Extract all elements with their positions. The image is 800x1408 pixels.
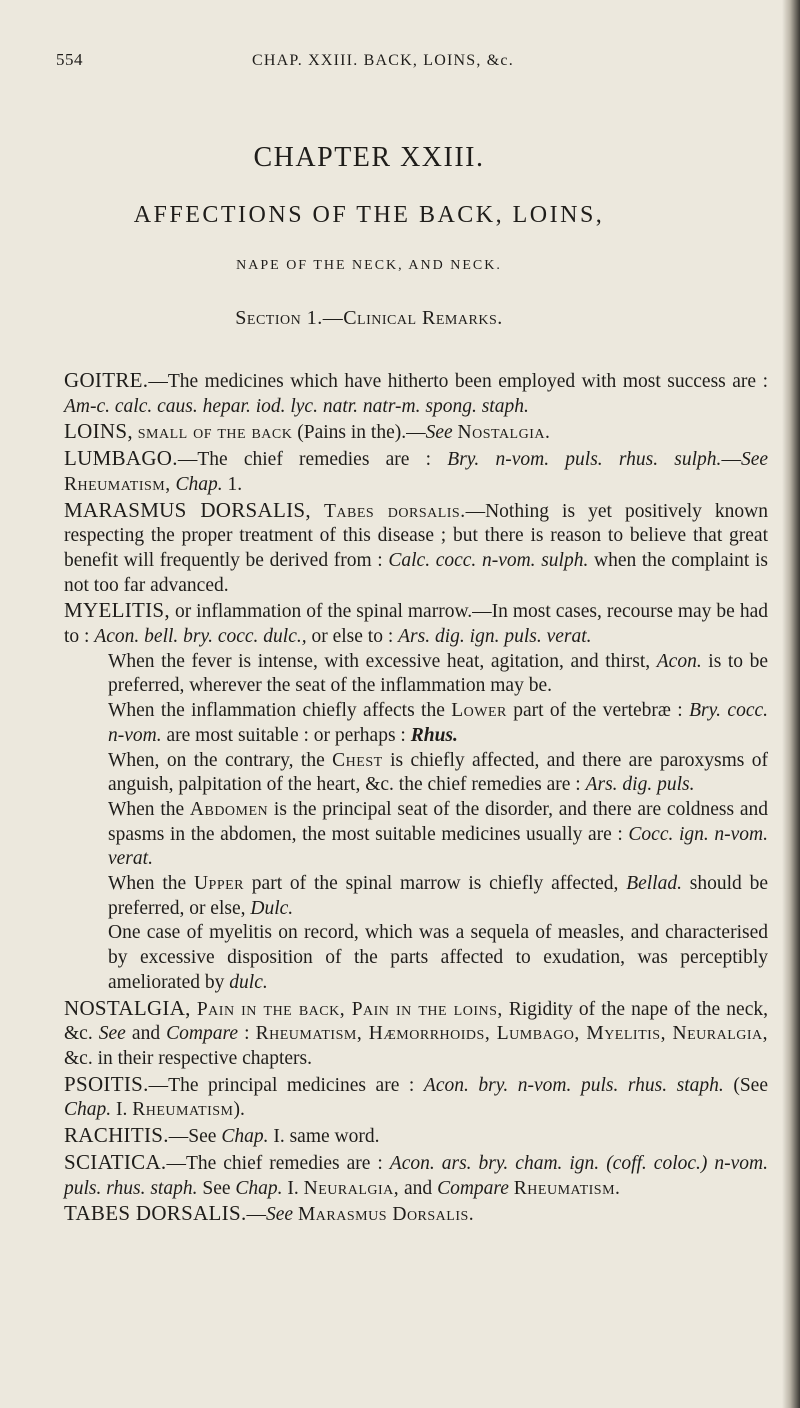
entry-smallcaps: Pain in the back, Pain in the loins, (196, 998, 503, 1020)
myelitis-para-upper (64, 872, 768, 921)
para-text: should be preferred, or else, (108, 873, 768, 919)
chap-label: Chap. (175, 473, 223, 495)
remedies: Acon. bry. n-vom. puls. rhus. staph. (423, 1074, 724, 1096)
chap-label: Chap. (235, 1177, 283, 1199)
myelitis-para-chest (64, 749, 768, 798)
remedies: Bry. cocc. n-vom. (108, 700, 769, 746)
entry-goitre (64, 368, 768, 419)
remedies: Acon. ars. bry. cham. ign. (389, 1152, 600, 1174)
remedies: Ars. dig. puls. (585, 774, 695, 796)
para-text: is to be preferred, wherever the seat of the inflammation may be. (108, 650, 768, 697)
entry-text: See (197, 1177, 236, 1199)
cross-reference: Rheumatism (132, 1099, 234, 1121)
entry-smallcaps: small of the back (137, 422, 293, 444)
entry-marasmus (64, 498, 768, 599)
entry-loins (64, 419, 768, 446)
entry-term: LOINS, (64, 419, 133, 444)
remedies-parenthetical: (coff. coloc.) (606, 1152, 708, 1174)
page-number: 554 (56, 50, 83, 69)
entry-smallcaps: Tabes dorsalis. (324, 500, 466, 522)
cross-reference: Rheumatism, Hæmorrhoids, Lumbago, Myelitis, Neuralgia, (255, 1023, 769, 1045)
entry-tabes (64, 1201, 768, 1228)
entry-text: —Nothing is yet positively known respecting the proper treatment of this disease ; but there is reason to believe that great benefit will frequently be derived from : (64, 500, 769, 571)
remedies: Rhus. (410, 724, 458, 746)
entry-text: : (238, 1023, 256, 1045)
remedies: dulc. (229, 971, 268, 993)
remedies: Dulc. (250, 897, 294, 919)
entry-term: SCIATICA. (64, 1149, 167, 1174)
entry-text: I. (282, 1177, 304, 1199)
entry-text: or else to : (306, 626, 399, 648)
compare-label: Compare (437, 1177, 509, 1199)
chap-number: I. (111, 1099, 133, 1121)
para-text: When the fever is intense, with excessive heat, agitation, and thirst, (108, 650, 657, 672)
remedies: Ars. dig. ign. puls. verat. (398, 626, 592, 648)
entry-term: RACHITIS. (64, 1123, 169, 1148)
see-label: See (740, 449, 768, 471)
entry-lumbago (64, 446, 768, 497)
page-header (56, 50, 776, 78)
myelitis-para-case (64, 921, 768, 995)
entry-term: MYELITIS, (64, 598, 170, 623)
myelitis-para-lower (64, 699, 768, 748)
para-text: part of the spinal marrow is chiefly affected, (244, 873, 627, 895)
see-label: See (425, 422, 453, 444)
entry-text: (Pains in the).— (292, 422, 426, 444)
entry-text: (See (723, 1074, 768, 1096)
entry-text: Rigidity of the nape of the neck, &c. (64, 998, 768, 1045)
dash: — (721, 449, 741, 471)
entry-term: MARASMUS DORSALIS, (64, 497, 311, 522)
para-text: One case of myelitis on record, which was a sequela of measles, and characterised by excessive disposition of the parts affected to exudation, was perceptibly ameliorated by (108, 922, 768, 993)
remedies: Cocc. ign. n-vom. verat. (108, 823, 768, 870)
entry-myelitis (64, 598, 768, 649)
entry-term: GOITRE. (64, 368, 149, 392)
chapter-title: CHAPTER XXIII. (253, 142, 485, 173)
entry-text: —See (168, 1126, 222, 1148)
para-text: When, on the contrary, the (108, 749, 333, 771)
entry-nostalgia (64, 996, 768, 1072)
compare-label: Compare (166, 1023, 239, 1045)
smallcaps: Upper (193, 873, 245, 895)
chap-label: Chap. (221, 1126, 269, 1148)
entry-text: —The medicines which have hitherto been employed with most success are : (148, 371, 768, 392)
smallcaps: Abdomen (189, 798, 269, 820)
para-text: When the (108, 798, 190, 820)
chapter-subtitle-2: NAPE OF THE NECK, AND NECK. (236, 258, 502, 273)
section-heading: Section 1.—Clinical Remarks. (235, 307, 503, 329)
see-label: See (266, 1204, 294, 1226)
entry-text: ). (233, 1099, 245, 1121)
body-text (64, 368, 768, 1228)
remedies: Am-c. calc. caus. hepar. iod. lyc. natr. natr-m. spong. staph. (64, 395, 529, 417)
entry-text: &c. in their respective chapters. (64, 1047, 312, 1069)
smallcaps: Lower (451, 700, 507, 722)
entry-sciatica (64, 1150, 768, 1201)
chap-number: 1. (222, 473, 243, 495)
dash: — (246, 1204, 267, 1226)
entry-text: —The chief remedies are : (177, 449, 448, 471)
remedies: Acon. (656, 650, 702, 672)
entry-text: —The principal medicines are : (148, 1074, 424, 1096)
entry-term: TABES DORSALIS. (64, 1201, 247, 1226)
para-text: is the principal seat of the disorder, and there are coldness and spasms in the abdomen, the most suitable medicines usually are : (108, 798, 768, 845)
para-text: is chiefly affected, and there are paroxysms of anguish, palpitation of the heart, &c. the chief remedies are : (108, 749, 768, 796)
cross-reference: Rheumatism, (64, 473, 171, 495)
cross-reference: Marasmus Dorsalis. (297, 1204, 475, 1226)
entry-text: when the complaint is not too far advanced. (64, 549, 768, 596)
remedies: Bry. n-vom. puls. rhus. sulph. (447, 449, 722, 471)
chapter-subtitle: AFFECTIONS OF THE BACK, LOINS, (133, 202, 605, 228)
chap-label: Chap. (64, 1099, 112, 1121)
para-text: When the (108, 873, 194, 895)
remedies: n-vom. puls. rhus. staph. (64, 1152, 768, 1199)
entry-text: and (399, 1177, 438, 1199)
myelitis-para-fever (64, 650, 768, 699)
entry-term: LUMBAGO. (64, 446, 178, 471)
entry-text: I. same word. (268, 1126, 380, 1148)
running-head: CHAP. XXIII. BACK, LOINS, &c. (252, 52, 514, 69)
entry-text: or inflammation of the spinal marrow.—In most cases, recourse may be had to : (64, 601, 768, 648)
remedies: Bellad. (626, 873, 682, 895)
cross-reference: Nostalgia. (457, 422, 551, 444)
entry-rachitis (64, 1123, 768, 1150)
page-edge-shadow (782, 0, 800, 1408)
entry-term: PSOITIS. (64, 1071, 149, 1096)
remedies: Acon. bell. bry. cocc. dulc., (94, 626, 307, 648)
entry-text: —The chief remedies are : (166, 1152, 390, 1174)
cross-reference: Neuralgia, (303, 1177, 400, 1199)
cross-reference: Rheumatism. (513, 1177, 621, 1199)
entry-term: NOSTALGIA, (64, 995, 191, 1020)
para-text: are most suitable : or perhaps : (161, 724, 411, 746)
remedies: Calc. cocc. n-vom. sulph. (388, 549, 589, 571)
entry-text: and (125, 1023, 167, 1045)
para-text: When the inflammation chiefly affects the (108, 700, 452, 722)
smallcaps: Chest (332, 749, 383, 771)
myelitis-para-abdomen (64, 798, 768, 872)
see-label: See (98, 1023, 126, 1045)
entry-psoitis (64, 1072, 768, 1123)
para-text: part of the vertebræ : (506, 700, 690, 722)
